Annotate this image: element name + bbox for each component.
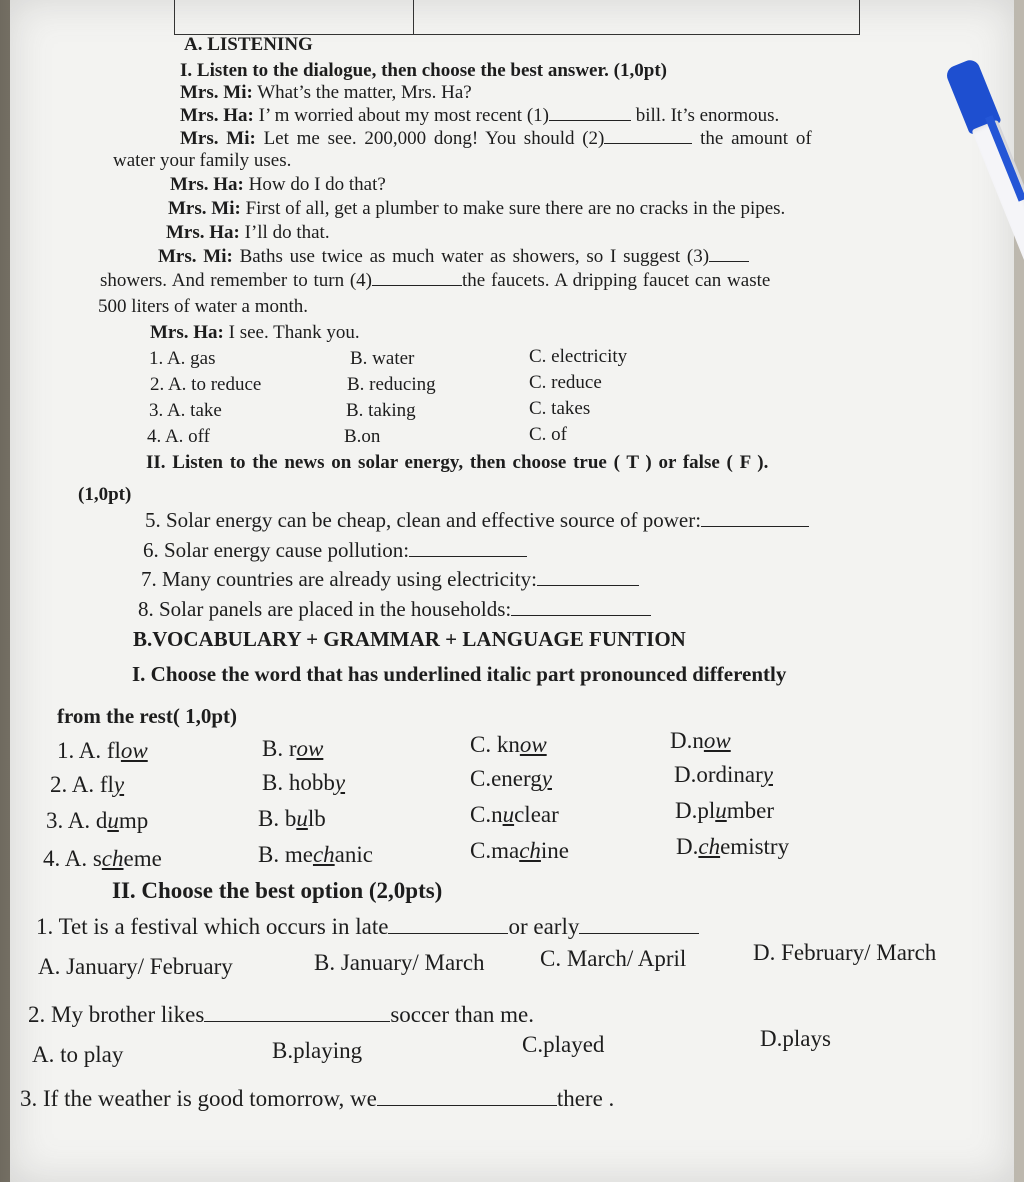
mcq-2-a[interactable]: 2. A. to reduce [150, 374, 262, 395]
mcq-1-c[interactable]: C. electricity [529, 346, 628, 367]
dialogue-line-10: 500 liters of water a month. [98, 296, 309, 317]
dialogue-line-6: Mrs. Mi: First of all, get a plumber to make sure there are no cracks in the pipes. [168, 198, 786, 219]
q1-option-c[interactable]: C. March/ April [540, 946, 687, 971]
dialogue-line-8: Mrs. Mi: Baths use twice as much water as showers, so I suggest (3) [158, 246, 749, 268]
header-box [174, 0, 860, 35]
q2-option-a[interactable]: A. to play [32, 1042, 124, 1067]
mcq-4-b[interactable]: B.on [344, 426, 381, 447]
mcq-4-a[interactable]: 4. A. off [147, 426, 210, 447]
mcq-3-a[interactable]: 3. A. take [149, 400, 222, 421]
answer-blank-2[interactable] [604, 129, 692, 144]
q1-option-b[interactable]: B. January/ March [314, 950, 485, 975]
header-divider [413, 0, 414, 34]
mcq-2-c[interactable]: C. reduce [529, 372, 602, 393]
pron-3-a[interactable]: 3. A. dump [46, 808, 149, 833]
part2-title: II. Listen to the news on solar energy, then choose true ( T ) or false ( F ). [146, 452, 769, 473]
q2-option-c[interactable]: C.played [522, 1032, 605, 1057]
q2-blank[interactable] [204, 1007, 390, 1022]
q2-option-b[interactable]: B.playing [272, 1038, 363, 1063]
dialogue-line-11: Mrs. Ha: I see. Thank you. [150, 322, 360, 343]
mcq-3-b[interactable]: B. taking [346, 400, 416, 421]
pron-1-a[interactable]: 1. A. flow [57, 738, 148, 763]
mcq-1-b[interactable]: B. water [350, 348, 415, 369]
dialogue-line-3: Mrs. Mi: Let me see. 200,000 dong! You should (2) the amount of [180, 128, 812, 149]
tf-item-5: 5. Solar energy can be cheap, clean and effective source of power: [145, 508, 809, 532]
q1-option-a[interactable]: A. January/ February [38, 954, 233, 979]
q1-blank-1[interactable] [388, 919, 508, 934]
answer-blank-1[interactable] [549, 106, 631, 121]
dialogue-line-1: Mrs. Mi: What’s the matter, Mrs. Ha? [180, 82, 472, 103]
dialogue-line-9: showers. And remember to turn (4) the faucets. A dripping faucet can waste [100, 270, 771, 291]
q1-blank-2[interactable] [579, 919, 699, 934]
dialogue-line-7: Mrs. Ha: I’ll do that. [166, 222, 330, 243]
tf-blank-5[interactable] [701, 512, 809, 527]
pron-4-a[interactable]: 4. A. scheme [43, 846, 162, 871]
pron-2-b[interactable]: B. hobby [262, 770, 346, 795]
section-b-title: B.VOCABULARY + GRAMMAR + LANGUAGE FUNTION [133, 627, 686, 651]
pron-4-d[interactable]: D.chemistry [676, 834, 790, 859]
mcq-3-c[interactable]: C. takes [529, 398, 591, 419]
answer-blank-3[interactable] [709, 247, 749, 262]
tf-blank-6[interactable] [409, 542, 527, 557]
pron-3-c[interactable]: C.nuclear [470, 802, 559, 827]
dialogue-line-5: Mrs. Ha: How do I do that? [170, 174, 386, 195]
question-2: 2. My brother likes soccer than me. [28, 1002, 534, 1027]
mcq-4-c[interactable]: C. of [529, 424, 567, 445]
pron-3-b[interactable]: B. bulb [258, 806, 326, 831]
section-a-title: A. LISTENING [184, 34, 313, 55]
tf-blank-8[interactable] [511, 601, 651, 616]
pron-1-c[interactable]: C. know [470, 732, 547, 757]
section-b-part2-title: II. Choose the best option (2,0pts) [112, 878, 443, 903]
mcq-2-b[interactable]: B. reducing [347, 374, 436, 395]
pron-4-b[interactable]: B. mechanic [258, 842, 373, 867]
q1-option-d[interactable]: D. February/ March [753, 940, 937, 965]
pron-2-a[interactable]: 2. A. fly [50, 772, 125, 797]
question-1: 1. Tet is a festival which occurs in late or early [36, 914, 699, 940]
dialogue-line-4: water your family uses. [113, 150, 292, 171]
tf-item-6: 6. Solar energy cause pollution: [143, 538, 527, 562]
section-b-part1-title-cont: from the rest( 1,0pt) [57, 704, 238, 728]
dialogue-line-2: Mrs. Ha: I’ m worried about my most recent (1) bill. It’s enormous. [180, 105, 780, 126]
part1-title: I. Listen to the dialogue, then choose the best answer. (1,0pt) [180, 60, 667, 81]
q3-blank[interactable] [377, 1091, 557, 1106]
tf-blank-7[interactable] [537, 571, 639, 586]
section-b-part1-title: I. Choose the word that has underlined italic part pronounced differently [132, 662, 787, 686]
pron-2-d[interactable]: D.ordinary [674, 762, 773, 787]
tf-item-7: 7. Many countries are already using electricity: [141, 567, 639, 591]
pron-1-d[interactable]: D.now [670, 728, 731, 753]
q2-option-d[interactable]: D.plays [760, 1026, 831, 1051]
pron-1-b[interactable]: B. row [262, 736, 324, 761]
part2-score: (1,0pt) [78, 484, 132, 505]
tf-item-8: 8. Solar panels are placed in the households: [138, 597, 651, 621]
pron-2-c[interactable]: C.energy [470, 766, 552, 791]
mcq-1-a[interactable]: 1. A. gas [149, 348, 216, 369]
pron-4-c[interactable]: C.machine [470, 838, 570, 863]
question-3: 3. If the weather is good tomorrow, we there . [20, 1086, 615, 1111]
answer-blank-4[interactable] [372, 271, 462, 286]
pron-3-d[interactable]: D.plumber [675, 798, 775, 823]
